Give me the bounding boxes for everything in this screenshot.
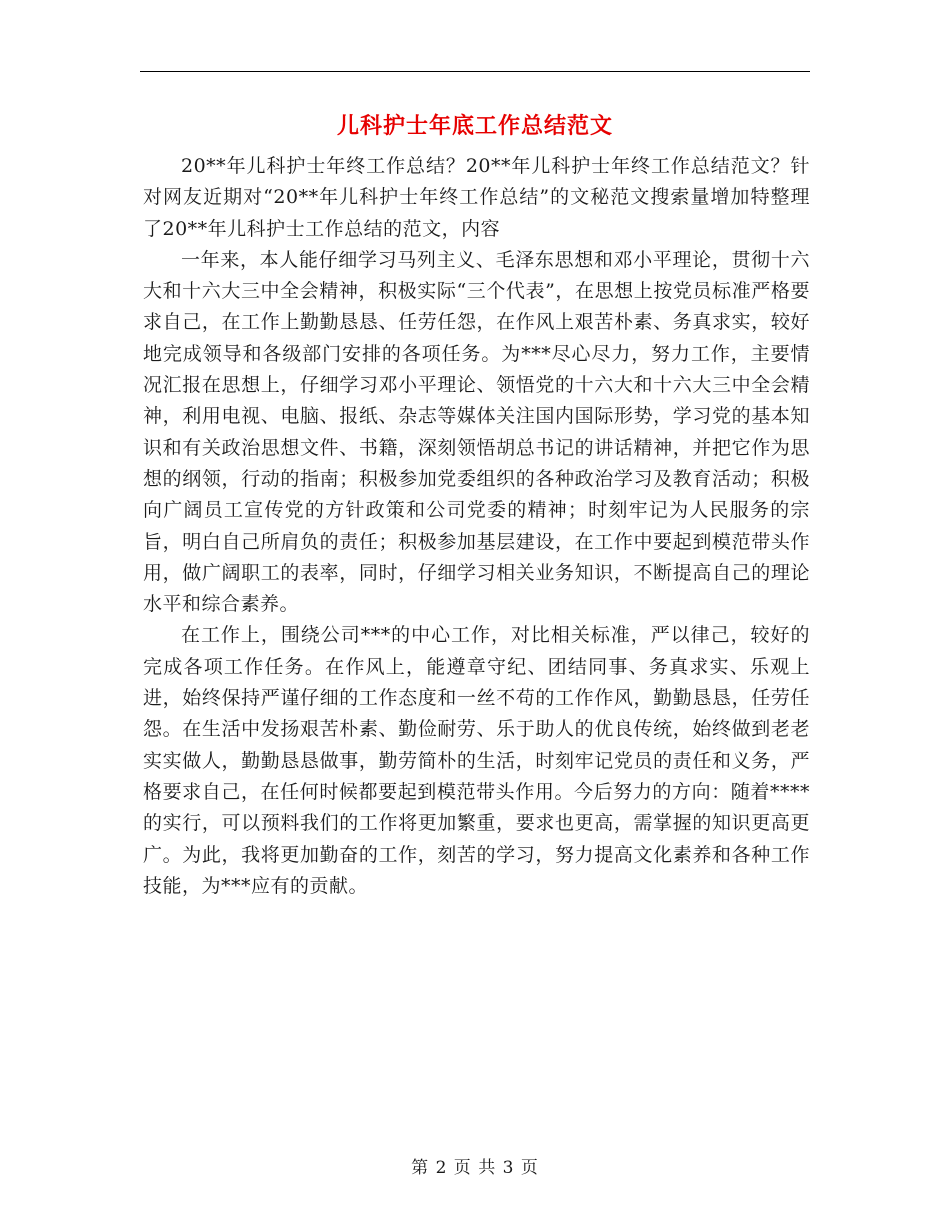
header-rule (140, 71, 810, 72)
page-number-footer: 第 2 页 共 3 页 (411, 1158, 539, 1178)
paragraph-work: 在工作上，围绕公司***的中心工作，对比相关标准，严以律己，较好的完成各项工作任务。在作风上，能遵章守纪、团结同事、务真求实、乐观上进，始终保持严谨仔细的工作态度和一丝不苟的工作作风，勤勤恳恳，任劳任怨。在生活中发扬艰苦朴素、勤俭耐劳、乐于助人的优良传统，始终做到老老实实做人，勤勤恳恳做事，勤劳简朴的生活，时刻牢记党员的责任和义务，严格要求自己，在任何时候都要起到模范带头作用。今后努力的方向：随着****的实行，可以预料我们的工作将更加繁重，要求也更高，需掌握的知识更高更广。为此，我将更加勤奋的工作，刻苦的学习，努力提高文化素养和各种工作技能，为***应有的贡献。 (143, 624, 810, 897)
paragraph-intro: 20**年儿科护士年终工作总结？20**年儿科护士年终工作总结范文？针对网友近期对“20**年儿科护士年终工作总结”的文秘范文搜索量增加特整理了20**年儿科护士工作总结的范文，内容 (143, 155, 810, 240)
document-body (143, 151, 810, 902)
paragraph-thought: 一年来，本人能仔细学习马列主义、毛泽东思想和邓小平理论，贯彻十六大和十六大三中全会精神，积极实际“三个代表”，在思想上按党员标准严格要求自己，在工作上勤勤恳恳、任劳任怨，在作风上艰苦朴素、务真求实，较好地完成领导和各级部门安排的各项任务。为***尽心尽力，努力工作，主要情况汇报在思想上，仔细学习邓小平理论、领悟党的十六大和十六大三中全会精神，利用电视、电脑、报纸、杂志等媒体关注国内国际形势，学习党的基本知识和有关政治思想文件、书籍，深刻领悟胡总书记的讲话精神，并把它作为思想的纲领，行动的指南；积极参加党委组织的各种政治学习及教育活动；积极向广阔员工宣传党的方针政策和公司党委的精神；时刻牢记为人民服务的宗旨，明白自己所肩负的责任；积极参加基层建设，在工作中要起到模范带头作用，做广阔职工的表率，同时，仔细学习相关业务知识，不断提高自己的理论水平和综合素养。 (143, 248, 810, 616)
document-title: 儿科护士年底工作总结范文 (336, 113, 613, 139)
